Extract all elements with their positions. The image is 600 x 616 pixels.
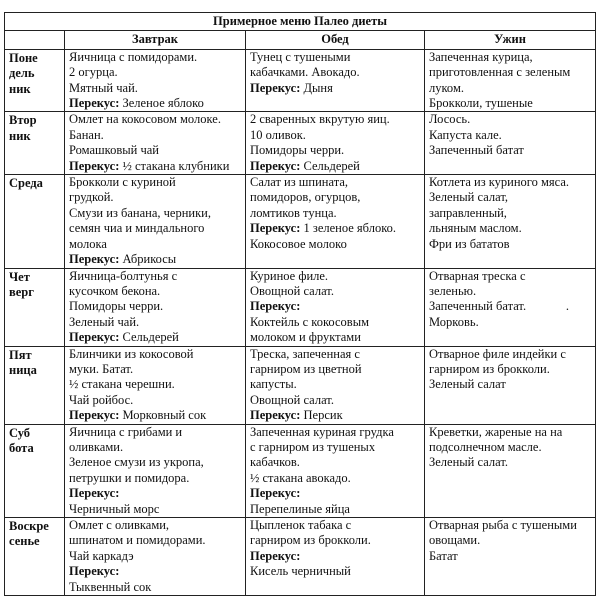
- day-name-part: Поне: [9, 50, 38, 65]
- dinner-line: Отварная рыба с тушеными: [429, 518, 577, 532]
- snack-label: Перекус:: [250, 408, 301, 423]
- breakfast-cell: [65, 346, 246, 424]
- dinner-line: Зеленый салат.: [429, 455, 508, 470]
- snack-value: 1 зеленое яблоко.: [303, 221, 397, 236]
- lunch-line: Запеченная куриная грудка: [250, 424, 394, 439]
- snack-value: ½ стакана клубники: [122, 158, 230, 173]
- breakfast-line: Чай каркадэ: [69, 548, 134, 563]
- lunch-line: Овощной салат.: [250, 392, 334, 407]
- dinner-cell: [425, 112, 596, 175]
- breakfast-line: Блинчики из кокосовой: [69, 346, 194, 361]
- lunch-line: Цыпленок табака с: [250, 518, 352, 532]
- dinner-line: заправленный,: [429, 205, 507, 220]
- dinner-line: Отварная треска с: [429, 268, 526, 283]
- breakfast-cell: [65, 268, 246, 346]
- breakfast-line: Помидоры черри.: [69, 299, 164, 314]
- dinner-line: Креветки, жареные на на: [429, 424, 563, 439]
- dinner-line: гарниром из брокколи.: [429, 361, 550, 376]
- header-day: [5, 31, 65, 49]
- day-row: [5, 424, 596, 517]
- breakfast-line: Яичница с помидорами.: [69, 49, 198, 64]
- day-name-part: ник: [9, 81, 31, 96]
- snack-label: Перекус:: [69, 564, 120, 579]
- day-row: [5, 49, 596, 112]
- day-name: [5, 268, 65, 346]
- snack-label: Перекус:: [69, 330, 120, 345]
- breakfast-line: Яичница с грибами и: [69, 424, 183, 439]
- day-name: [5, 175, 65, 268]
- breakfast-line: Зеленое смузи из укропа,: [69, 455, 204, 470]
- lunch-line: Коктейль с кокосовым: [250, 314, 370, 329]
- lunch-line: Салат из шпината,: [250, 175, 349, 190]
- day-row: [5, 175, 596, 268]
- day-name-part: ник: [9, 128, 31, 143]
- lunch-cell: [246, 518, 425, 596]
- lunch-cell: [246, 346, 425, 424]
- breakfast-line: петрушки и помидора.: [69, 470, 190, 485]
- breakfast-line: муки. Батат.: [69, 361, 134, 376]
- snack-value: Абрикосы: [122, 252, 177, 267]
- dinner-line: Фри из бататов: [429, 236, 510, 251]
- dinner-line: Запеченный батат.: [429, 299, 527, 314]
- dinner-cell: [425, 346, 596, 424]
- day-name: [5, 49, 65, 112]
- breakfast-snack: [69, 159, 241, 174]
- snack-label: Перекус:: [69, 158, 120, 173]
- snack-label: Перекус:: [250, 158, 301, 173]
- lunch-cell: [246, 268, 425, 346]
- lunch-snack: [250, 81, 420, 96]
- dinner-cell: [425, 175, 596, 268]
- table-title-text: Примерное меню Палео диеты: [213, 14, 387, 28]
- dinner-line: овощами.: [429, 533, 481, 548]
- day-row: [5, 518, 596, 596]
- breakfast-line: Омлет с оливками,: [69, 518, 170, 532]
- lunch-cell: [246, 424, 425, 517]
- day-name-part: бота: [9, 440, 34, 455]
- header-row: [5, 31, 596, 49]
- snack-label: Перекус:: [250, 299, 301, 314]
- lunch-cell: [246, 49, 425, 112]
- lunch-line: гарниром из брокколи.: [250, 533, 371, 548]
- day-name-part: Воскре: [9, 519, 49, 533]
- day-name: [5, 112, 65, 175]
- lunch-line: Помидоры черри.: [250, 143, 345, 158]
- breakfast-snack: [69, 252, 241, 267]
- snack-value: Дыня: [303, 80, 333, 95]
- breakfast-line: грудкой.: [69, 190, 114, 205]
- dinner-cell: [425, 49, 596, 112]
- lunch-snack: [250, 159, 420, 174]
- dinner-line: Морковь.: [429, 314, 479, 329]
- lunch-line: молоком и фруктами: [250, 330, 361, 345]
- breakfast-line: ½ стакана черешни.: [69, 377, 175, 392]
- breakfast-cell: [65, 49, 246, 112]
- snack-label: Перекус:: [69, 486, 120, 501]
- snack-label: Перекус:: [69, 408, 120, 423]
- dinner-cell: [425, 518, 596, 596]
- lunch-line: Тунец с тушеными: [250, 49, 351, 64]
- day-row: [5, 346, 596, 424]
- dinner-line: Зеленый салат,: [429, 190, 508, 205]
- lunch-line: Перепелиные яйца: [250, 501, 350, 516]
- header-dinner: Ужин: [425, 31, 596, 49]
- day-name-part: верг: [9, 284, 34, 299]
- snack-label: Перекус:: [250, 221, 301, 236]
- day-name-part: Чет: [9, 269, 30, 284]
- breakfast-snack: [69, 408, 241, 423]
- snack-label: Перекус:: [69, 252, 120, 267]
- lunch-snack: [250, 299, 420, 314]
- snack-value: Зеленое яблоко: [122, 96, 204, 111]
- snack-label: Перекус:: [69, 96, 120, 111]
- dinner-line: Запеченный батат: [429, 143, 524, 158]
- dinner-line: подсолнечном масле.: [429, 439, 542, 454]
- breakfast-line: Омлет на кокосовом молоке.: [69, 112, 221, 127]
- lunch-line: помидоров, огурцов,: [250, 190, 361, 205]
- day-name-part: дель: [9, 66, 35, 81]
- lunch-snack: [250, 408, 420, 423]
- day-row: [5, 112, 596, 175]
- lunch-line: Треска, запеченная с: [250, 346, 360, 361]
- day-name: [5, 346, 65, 424]
- dinner-line: Капуста кале.: [429, 127, 502, 142]
- day-name: [5, 424, 65, 517]
- day-name-part: Среда: [9, 176, 43, 191]
- breakfast-line: Ромашковый чай: [69, 143, 159, 158]
- dinner-line: зеленью.: [429, 283, 477, 298]
- day-row: [5, 268, 596, 346]
- dinner-line: Брокколи, тушеные: [429, 96, 533, 111]
- lunch-line: Кокосовое молоко: [250, 236, 347, 251]
- lunch-line: гарниром из цветной: [250, 361, 362, 376]
- dinner-line: льняным маслом.: [429, 221, 522, 236]
- breakfast-cell: [65, 424, 246, 517]
- snack-label: Перекус:: [250, 80, 301, 95]
- dinner-line: Котлета из куриного мяса.: [429, 175, 570, 190]
- breakfast-snack: [69, 564, 241, 579]
- day-name: [5, 518, 65, 596]
- stray-mark: .: [565, 298, 570, 313]
- breakfast-line: семян чиа и миндального: [69, 221, 205, 236]
- lunch-line: Овощной салат.: [250, 283, 334, 298]
- breakfast-line: шпинатом и помидорами.: [69, 533, 206, 548]
- breakfast-line: Мятный чай.: [69, 80, 138, 95]
- snack-value: Сельдерей: [303, 158, 360, 173]
- dinner-line: Батат: [429, 548, 458, 563]
- dinner-line: Лосось.: [429, 112, 471, 127]
- breakfast-line: оливками.: [69, 439, 124, 454]
- lunch-snack: [250, 221, 420, 236]
- breakfast-snack: [69, 96, 241, 111]
- lunch-cell: [246, 175, 425, 268]
- breakfast-line: Черничный морс: [69, 501, 160, 516]
- snack-label: Перекус:: [250, 548, 301, 563]
- breakfast-line: Банан.: [69, 127, 104, 142]
- breakfast-line: Зеленый чай.: [69, 314, 140, 329]
- lunch-line: ломтиков тунца.: [250, 205, 337, 220]
- breakfast-line: 2 огурца.: [69, 65, 118, 80]
- breakfast-line: Яичница-болтунья с: [69, 268, 178, 283]
- dinner-line: Зеленый салат: [429, 377, 506, 392]
- lunch-line: ½ стакана авокадо.: [250, 470, 351, 485]
- lunch-cell: [246, 112, 425, 175]
- breakfast-cell: [65, 518, 246, 596]
- dinner-cell: [425, 268, 596, 346]
- header-breakfast: Завтрак: [65, 31, 246, 49]
- breakfast-line: Смузи из банана, черники,: [69, 205, 211, 220]
- breakfast-line: Брокколи с куриной: [69, 175, 176, 190]
- lunch-snack: [250, 549, 420, 564]
- snack-label: Перекус:: [250, 486, 301, 501]
- lunch-line: 10 оливок.: [250, 127, 306, 142]
- breakfast-line: кусочком бекона.: [69, 283, 161, 298]
- lunch-snack: [250, 486, 420, 501]
- breakfast-line: Чай ройбос.: [69, 392, 134, 407]
- breakfast-line: молока: [69, 236, 107, 251]
- lunch-line: капусты.: [250, 377, 297, 392]
- snack-value: Морковный сок: [122, 408, 207, 423]
- day-name-part: Пят: [9, 347, 32, 362]
- lunch-line: кабачками. Авокадо.: [250, 65, 360, 80]
- breakfast-cell: [65, 175, 246, 268]
- breakfast-cell: [65, 112, 246, 175]
- dinner-line: луком.: [429, 80, 464, 95]
- dinner-line: Запеченная курица,: [429, 49, 533, 64]
- lunch-line: Кисель черничный: [250, 564, 351, 579]
- dinner-line: приготовленная с зеленым: [429, 65, 571, 80]
- breakfast-line: Тыквенный сок: [69, 579, 152, 594]
- day-name-part: ница: [9, 362, 37, 377]
- table-title: [5, 13, 596, 31]
- lunch-line: с гарниром из тушеных: [250, 439, 376, 454]
- day-name-part: Втор: [9, 113, 37, 128]
- breakfast-snack: [69, 330, 241, 345]
- day-name-part: сенье: [9, 534, 40, 549]
- lunch-line: Куриное филе.: [250, 268, 329, 283]
- lunch-line: кабачков.: [250, 455, 300, 470]
- breakfast-snack: [69, 486, 241, 501]
- day-name-part: Суб: [9, 425, 31, 440]
- lunch-line: 2 сваренных вкрутую яиц.: [250, 112, 390, 127]
- snack-value: Сельдерей: [122, 330, 179, 345]
- header-lunch: Обед: [246, 31, 425, 49]
- menu-table: [4, 12, 596, 596]
- dinner-line: Отварное филе индейки с: [429, 346, 566, 361]
- dinner-cell: [425, 424, 596, 517]
- snack-value: Персик: [303, 408, 343, 423]
